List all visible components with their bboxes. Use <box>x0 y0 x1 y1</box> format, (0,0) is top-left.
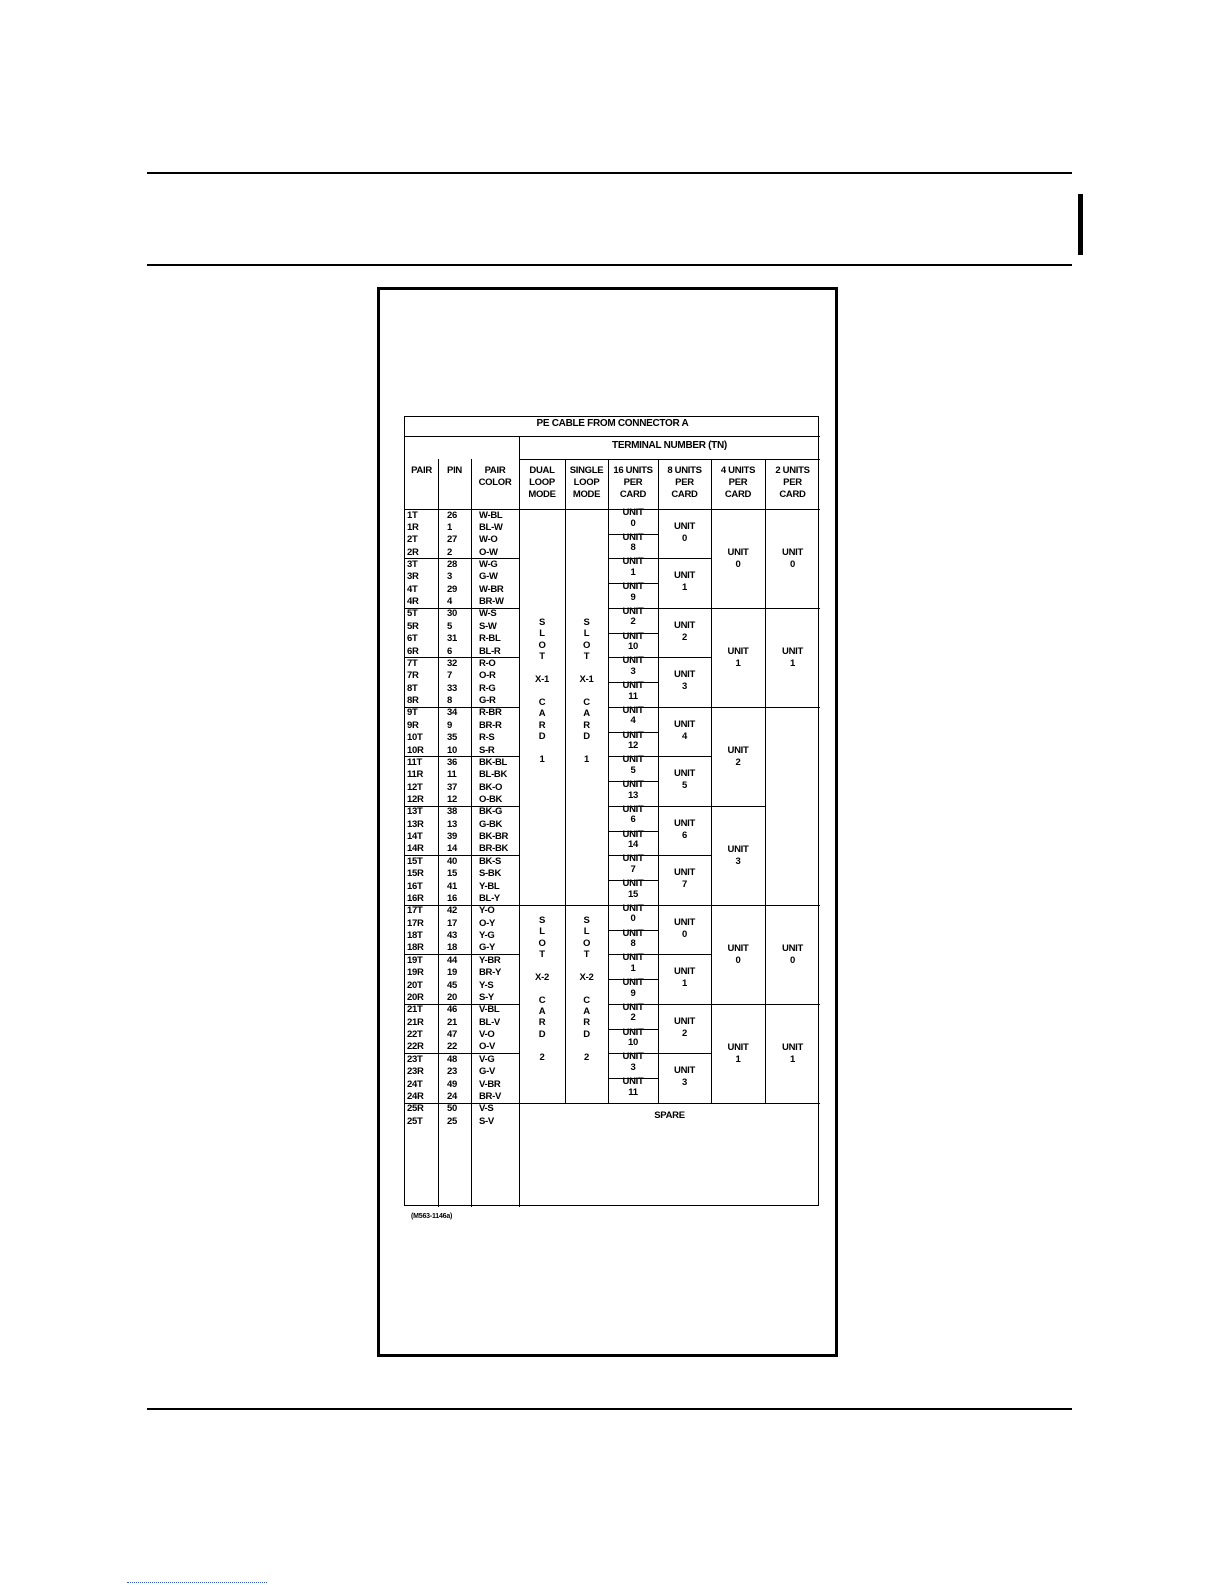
pair-cell: 13R <box>407 818 424 830</box>
pin-cell: 12 <box>447 794 457 805</box>
color-cell: BK-O <box>479 781 503 793</box>
unit4-divider <box>711 608 765 609</box>
unit16-divider <box>608 534 658 535</box>
pin-cell: 32 <box>447 657 457 669</box>
color-cell: Y-BR <box>479 954 501 966</box>
pin-cell: 5 <box>447 620 452 632</box>
column-divider <box>471 459 472 1207</box>
unit8-cell: UNIT 2 <box>674 619 695 643</box>
unit16-cell: UNIT 12 <box>622 729 644 752</box>
column-header: SINGLE LOOP MODE <box>569 465 604 500</box>
pin-cell: 19 <box>447 967 457 979</box>
unit16-divider <box>608 707 658 708</box>
slot2-label: S L O T X-2 C A R D 2 <box>579 914 594 1063</box>
unit8-cell: UNIT 1 <box>674 966 695 990</box>
unit16-divider <box>608 608 658 609</box>
pair-cell: 25T <box>407 1115 423 1127</box>
pin-cell: 13 <box>447 818 457 830</box>
unit2-cell: UNIT 1 <box>782 1041 803 1065</box>
color-cell: W-BR <box>479 583 504 595</box>
color-cell: G-R <box>479 695 496 707</box>
color-cell: W-BL <box>479 509 503 521</box>
pin-cell: 40 <box>447 855 457 867</box>
unit16-cell: UNIT 2 <box>622 1001 644 1024</box>
unit8-divider <box>658 1053 711 1054</box>
pin-cell: 37 <box>447 781 457 793</box>
tn-left-border <box>519 436 520 459</box>
unit16-cell: UNIT 9 <box>622 581 644 603</box>
pin-cell: 22 <box>447 1041 457 1053</box>
color-cell: W-O <box>479 534 498 546</box>
footer-rule <box>147 1408 1072 1410</box>
color-cell: O-R <box>479 670 496 682</box>
column-header: PAIR COLOR <box>478 465 512 488</box>
color-cell: BR-R <box>479 719 502 731</box>
color-cell: BK-BR <box>479 831 509 843</box>
pair-cell: 19R <box>407 967 424 979</box>
color-cell: S-W <box>479 620 497 632</box>
unit16-divider <box>608 682 658 683</box>
group-divider <box>405 558 519 559</box>
pin-cell: 11 <box>447 769 457 781</box>
top-rule <box>147 172 1072 174</box>
unit2-divider <box>765 608 820 609</box>
pin-cell: 46 <box>447 1004 457 1016</box>
unit16-cell: UNIT 4 <box>622 704 644 727</box>
pair-cell: 9T <box>407 707 418 719</box>
pin-cell: 26 <box>447 509 457 521</box>
pair-cell: 19T <box>407 954 423 966</box>
unit16-divider <box>608 905 658 906</box>
pair-cell: 5R <box>407 620 419 632</box>
color-cell: BL-R <box>479 645 501 657</box>
pin-cell: 14 <box>447 843 457 855</box>
color-cell: R-G <box>479 682 496 694</box>
pin-cell: 10 <box>447 744 457 756</box>
unit4-divider <box>711 806 765 807</box>
unit16-cell: UNIT 6 <box>622 803 644 826</box>
column-header: DUAL LOOP MODE <box>528 465 556 500</box>
unit16-divider <box>608 756 658 757</box>
pair-cell: 22R <box>407 1041 424 1053</box>
pin-cell: 25 <box>447 1115 457 1127</box>
color-cell: V-S <box>479 1103 494 1115</box>
unit16-cell: UNIT 14 <box>622 828 644 851</box>
pin-cell: 47 <box>447 1029 457 1041</box>
unit16-cell: UNIT 3 <box>622 655 644 677</box>
unit8-divider <box>658 608 711 609</box>
pair-cell: 6R <box>407 645 419 657</box>
color-cell: O-Y <box>479 917 495 929</box>
unit16-divider <box>608 880 658 881</box>
color-cell: V-G <box>479 1053 495 1065</box>
unit8-cell: UNIT 3 <box>674 1065 695 1089</box>
color-cell: V-BR <box>479 1078 501 1090</box>
unit16-cell: UNIT 10 <box>622 1026 644 1049</box>
pair-cell: 21R <box>407 1016 424 1028</box>
unit2-cell: UNIT 0 <box>782 547 803 570</box>
unit16-divider <box>608 806 658 807</box>
color-cell: G-Y <box>479 942 495 954</box>
color-cell: BR-BK <box>479 843 509 855</box>
column-header: 4 UNITS PER CARD <box>720 465 756 500</box>
unit4-cell: UNIT 0 <box>727 942 749 966</box>
pin-cell: 33 <box>447 682 457 694</box>
column-header: PAIR <box>411 465 432 476</box>
color-cell: W-G <box>479 558 498 570</box>
pair-cell: 7T <box>407 657 418 669</box>
pin-cell: 4 <box>447 596 452 608</box>
unit16-cell: UNIT 8 <box>622 531 644 554</box>
unit2-cell: UNIT 0 <box>782 942 803 966</box>
pin-cell: 28 <box>447 558 457 570</box>
pair-cell: 8T <box>407 682 418 694</box>
pin-cell: 23 <box>447 1066 457 1078</box>
color-cell: BL-Y <box>479 892 500 904</box>
unit8-divider <box>658 905 711 906</box>
pin-cell: 44 <box>447 954 457 966</box>
color-cell: W-S <box>479 608 497 620</box>
pair-cell: 7R <box>407 670 419 682</box>
unit16-divider <box>608 1029 658 1030</box>
color-cell: O-BK <box>479 794 503 805</box>
pair-cell: 12T <box>407 781 423 793</box>
pair-cell: 17T <box>407 905 423 917</box>
unit16-divider <box>608 930 658 931</box>
unit16-divider <box>608 1053 658 1054</box>
pair-cell: 11T <box>407 756 422 768</box>
unit4-divider <box>711 905 765 906</box>
pin-cell: 30 <box>447 608 457 620</box>
title-divider <box>405 436 820 437</box>
color-cell: BR-V <box>479 1090 502 1102</box>
pair-cell: 16T <box>407 880 423 892</box>
unit4-cell: UNIT 3 <box>727 843 749 867</box>
unit4-cell: UNIT 2 <box>727 744 749 768</box>
color-cell: BL-BK <box>479 769 508 781</box>
pair-cell: 4R <box>407 596 419 608</box>
pair-cell: 23T <box>407 1053 423 1065</box>
unit8-cell: UNIT 5 <box>674 768 695 792</box>
pair-cell: 16R <box>407 892 424 904</box>
unit16-cell: UNIT 10 <box>622 630 644 653</box>
unit16-divider <box>608 954 658 955</box>
pin-cell: 29 <box>447 583 457 595</box>
pair-cell: 1T <box>407 509 418 521</box>
color-cell: R-O <box>479 657 496 669</box>
unit16-divider <box>608 979 658 980</box>
unit8-divider <box>658 756 711 757</box>
column-header: 8 UNITS PER CARD <box>667 465 702 500</box>
unit8-cell: UNIT 3 <box>674 669 695 693</box>
pin-cell: 16 <box>447 892 457 904</box>
pair-cell: 14R <box>407 843 424 855</box>
unit2-divider <box>765 905 820 906</box>
pair-cell: 2R <box>407 546 419 558</box>
pin-cell: 6 <box>447 645 452 657</box>
unit16-divider <box>608 732 658 733</box>
pair-cell: 20T <box>407 979 423 991</box>
unit16-cell: UNIT 8 <box>622 927 644 950</box>
unit4-cell: UNIT 0 <box>727 547 749 570</box>
unit16-divider <box>608 855 658 856</box>
unit16-cell: UNIT 7 <box>622 853 644 875</box>
pin-cell: 43 <box>447 930 457 942</box>
color-cell: V-O <box>479 1029 495 1041</box>
pair-cell: 15R <box>407 868 424 880</box>
color-cell: O-V <box>479 1041 495 1053</box>
table-title: PE CABLE FROM CONNECTOR A <box>536 418 689 429</box>
column-header: 2 UNITS PER CARD <box>775 465 810 500</box>
pin-cell: 34 <box>447 707 457 719</box>
unit16-cell: UNIT 2 <box>622 605 644 628</box>
slot2-label: S L O T X-2 C A R D 2 <box>535 914 549 1063</box>
unit2-divider <box>765 707 820 708</box>
unit16-cell: UNIT 13 <box>622 779 644 801</box>
pair-cell: 18T <box>407 930 423 942</box>
pin-cell: 7 <box>447 670 452 682</box>
change-bar <box>1078 194 1083 255</box>
color-cell: O-W <box>479 546 498 558</box>
pin-cell: 49 <box>447 1078 457 1090</box>
unit16-cell: UNIT 9 <box>622 977 644 999</box>
color-cell: S-V <box>479 1115 494 1127</box>
unit16-cell: UNIT 5 <box>622 754 644 776</box>
pair-cell: 18R <box>407 942 424 954</box>
unit16-divider <box>608 657 658 658</box>
unit8-divider <box>658 558 711 559</box>
unit16-divider <box>608 558 658 559</box>
unit4-divider <box>711 707 765 708</box>
color-cell: BR-Y <box>479 967 502 979</box>
unit16-cell: UNIT 1 <box>622 556 644 578</box>
pin-cell: 36 <box>447 756 457 768</box>
unit8-divider <box>658 954 711 955</box>
pin-cell: 8 <box>447 695 452 707</box>
unit16-divider <box>608 831 658 832</box>
unit8-divider <box>658 657 711 658</box>
group-divider <box>405 657 519 658</box>
color-cell: G-BK <box>479 818 503 830</box>
pair-cell: 12R <box>407 794 424 805</box>
color-cell: BL-W <box>479 521 503 533</box>
unit4-cell: UNIT 1 <box>727 1041 749 1065</box>
unit16-divider <box>608 1004 658 1005</box>
pin-cell: 31 <box>447 633 457 645</box>
pin-cell: 17 <box>447 917 457 929</box>
unit16-divider <box>608 633 658 634</box>
color-cell: R-BL <box>479 633 501 645</box>
pin-cell: 41 <box>447 880 457 892</box>
unit16-cell: UNIT 0 <box>622 507 644 529</box>
unit8-cell: UNIT 6 <box>674 817 695 841</box>
pin-cell: 18 <box>447 942 457 954</box>
color-cell: BL-V <box>479 1016 500 1028</box>
color-cell: Y-BL <box>479 880 500 892</box>
figure-id: (M563-1146a) <box>411 1213 453 1220</box>
pair-cell: 24R <box>407 1090 424 1102</box>
pair-cell: 9R <box>407 719 419 731</box>
pair-cell: 11R <box>407 769 424 781</box>
pe-cable-table <box>404 416 819 1206</box>
column-header: PIN <box>447 465 462 476</box>
pair-cell: 25R <box>407 1103 424 1115</box>
pair-cell: 22T <box>407 1029 423 1041</box>
pair-cell: 10R <box>407 744 424 756</box>
pin-cell: 38 <box>447 806 457 818</box>
color-cell: G-V <box>479 1066 495 1078</box>
slot1-label: S L O T X-1 C A R D 1 <box>535 617 549 765</box>
unit16-divider <box>608 583 658 584</box>
unit16-cell: UNIT 11 <box>622 1076 644 1098</box>
color-cell: Y-G <box>479 930 495 942</box>
pin-cell: 39 <box>447 831 457 843</box>
unit2-cell: UNIT 1 <box>782 645 803 669</box>
color-cell: S-R <box>479 744 495 756</box>
slot1-label: S L O T X-1 C A R D 1 <box>579 617 594 765</box>
group-divider <box>405 608 519 609</box>
color-cell: V-BL <box>479 1004 500 1016</box>
pin-cell: 35 <box>447 732 457 744</box>
unit8-cell: UNIT 7 <box>674 867 695 891</box>
pin-cell: 1 <box>447 521 452 533</box>
pair-cell: 10T <box>407 732 423 744</box>
column-header: 16 UNITS PER CARD <box>613 465 653 500</box>
color-cell: G-W <box>479 571 498 583</box>
unit8-cell: UNIT 0 <box>674 916 695 940</box>
unit4-cell: UNIT 1 <box>727 645 749 669</box>
pin-cell: 42 <box>447 905 457 917</box>
slot-divider <box>519 905 608 906</box>
pair-cell: 13T <box>407 806 423 818</box>
pair-cell: 1R <box>407 521 419 533</box>
pair-cell: 3R <box>407 571 419 583</box>
unit16-cell: UNIT 15 <box>622 878 644 900</box>
color-cell: Y-S <box>479 979 494 991</box>
pair-cell: 23R <box>407 1066 424 1078</box>
pair-cell: 20R <box>407 991 424 1003</box>
pin-cell: 24 <box>447 1090 457 1102</box>
pin-cell: 50 <box>447 1103 457 1115</box>
unit16-divider <box>608 781 658 782</box>
color-cell: BK-S <box>479 855 502 867</box>
unit8-divider <box>658 806 711 807</box>
pin-cell: 48 <box>447 1053 457 1065</box>
spare-label: SPARE <box>654 1109 685 1121</box>
unit2-divider <box>765 1004 820 1005</box>
spare-divider <box>405 1103 820 1104</box>
unit16-cell: UNIT 11 <box>622 680 644 702</box>
pair-cell: 15T <box>407 855 423 867</box>
unit8-cell: UNIT 4 <box>674 718 695 742</box>
unit8-divider <box>658 707 711 708</box>
pair-cell: 5T <box>407 608 418 620</box>
unit8-divider <box>658 1004 711 1005</box>
pin-cell: 27 <box>447 534 457 546</box>
color-cell: BR-W <box>479 596 504 608</box>
color-cell: R-BR <box>479 707 502 719</box>
unit16-cell: UNIT 0 <box>622 902 644 925</box>
pin-cell: 45 <box>447 979 457 991</box>
unit8-divider <box>658 855 711 856</box>
unit16-cell: UNIT 3 <box>622 1051 644 1073</box>
unit16-divider <box>608 1078 658 1079</box>
column-divider <box>438 459 439 1207</box>
pair-cell: 2T <box>407 534 418 546</box>
pair-cell: 4T <box>407 583 418 595</box>
pair-cell: 14T <box>407 831 423 843</box>
pin-cell: 20 <box>447 991 457 1003</box>
pin-cell: 15 <box>447 868 457 880</box>
unit4-divider <box>711 1004 765 1005</box>
pair-cell: 6T <box>407 633 418 645</box>
color-cell: S-BK <box>479 868 502 880</box>
color-cell: R-S <box>479 732 495 744</box>
unit8-cell: UNIT 0 <box>674 521 695 544</box>
color-cell: Y-O <box>479 905 495 917</box>
color-cell: BK-BL <box>479 756 508 768</box>
unit8-cell: UNIT 1 <box>674 570 695 594</box>
tn-header: TERMINAL NUMBER (TN) <box>612 440 727 451</box>
color-cell: S-Y <box>479 991 494 1003</box>
pair-cell: 3T <box>407 558 418 570</box>
unit8-cell: UNIT 2 <box>674 1015 695 1039</box>
column-divider <box>519 459 520 1207</box>
unit16-cell: UNIT 1 <box>622 952 644 974</box>
pair-cell: 8R <box>407 695 419 707</box>
pair-cell: 24T <box>407 1078 423 1090</box>
pair-cell: 17R <box>407 917 424 929</box>
color-cell: BK-G <box>479 806 503 818</box>
pin-cell: 9 <box>447 719 452 731</box>
pair-cell: 21T <box>407 1004 423 1016</box>
bottom-link-underline <box>127 1582 267 1584</box>
header-bottom-rule <box>147 264 1072 266</box>
pin-cell: 21 <box>447 1016 457 1028</box>
pin-cell: 2 <box>447 546 452 558</box>
pin-cell: 3 <box>447 571 452 583</box>
